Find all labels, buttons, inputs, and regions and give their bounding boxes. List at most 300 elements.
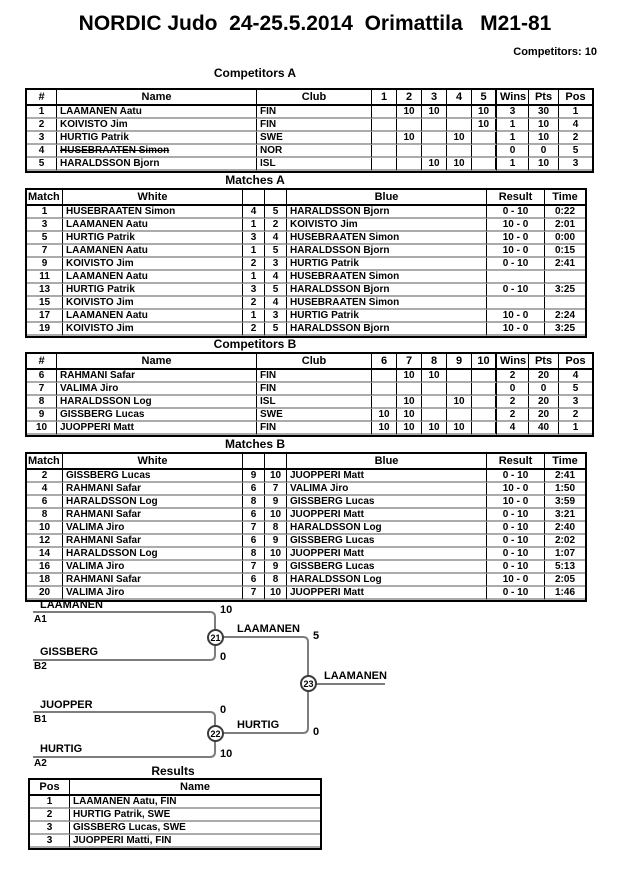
col-header-9: 9 [447, 354, 472, 370]
competitor-number: 1 [27, 106, 57, 119]
competitor-pos: 5 [559, 145, 592, 158]
competitor-number: 8 [27, 396, 57, 409]
blue-number: 10 [265, 509, 287, 522]
competitor-club: FIN [257, 370, 372, 383]
white-name: LAAMANEN Aatu [63, 219, 243, 232]
white-name: HURTIG Patrik [63, 232, 243, 245]
match-number: 1 [27, 206, 63, 219]
bracket-sf1-bottom-name: GISSBERG [40, 646, 99, 658]
match-result: 0 - 10 [487, 284, 545, 297]
competitor-wins: 1 [497, 119, 529, 132]
grid-cell: 10 [397, 370, 422, 383]
competitor-wins: 0 [497, 383, 529, 396]
competitor-pos: 4 [559, 370, 592, 383]
match-result: 10 - 0 [487, 496, 545, 509]
col-header-num: # [27, 354, 57, 370]
grid-cell [472, 145, 497, 158]
competitor-row [27, 422, 592, 435]
grid-cell [472, 383, 497, 396]
match-number: 6 [27, 496, 63, 509]
white-number: 7 [243, 522, 265, 535]
match-row [27, 535, 585, 548]
competitor-pos: 2 [559, 132, 592, 145]
competitor-number: 5 [27, 158, 57, 171]
col-header-wins: Wins [497, 354, 529, 370]
match-row [27, 219, 585, 232]
bracket-sf2-winner-score: 0 [313, 726, 320, 738]
competitor-name: HUSEBRAATEN Simon [57, 145, 257, 158]
competitor-row [27, 383, 592, 396]
blue-number: 5 [265, 284, 287, 297]
grid-cell [372, 106, 397, 119]
match-time [545, 271, 585, 284]
blue-number: 5 [265, 323, 287, 336]
bracket-sf2-top-seed: B1 [34, 714, 47, 725]
match-row [27, 574, 585, 587]
grid-cell [472, 370, 497, 383]
competitor-name: RAHMANI Safar [57, 370, 257, 383]
match-result: 0 - 10 [487, 509, 545, 522]
competitor-pts: 20 [529, 370, 559, 383]
competitor-club: FIN [257, 106, 372, 119]
match-row [27, 496, 585, 509]
blue-number: 9 [265, 561, 287, 574]
blue-number: 8 [265, 574, 287, 587]
grid-cell [372, 132, 397, 145]
competitor-club: SWE [257, 409, 372, 422]
white-number: 1 [243, 271, 265, 284]
grid-cell [447, 409, 472, 422]
blue-number: 5 [265, 206, 287, 219]
competitors-a-table [25, 88, 594, 173]
match-number: 12 [27, 535, 63, 548]
competitor-pts: 0 [529, 383, 559, 396]
white-name: KOIVISTO Jim [63, 323, 243, 336]
col-header-white: White [63, 190, 243, 206]
white-name: HARALDSSON Log [63, 548, 243, 561]
col-header-pos: Pos [559, 354, 592, 370]
col-header-wins: Wins [497, 90, 529, 106]
match-result: 10 - 0 [487, 245, 545, 258]
grid-cell: 10 [397, 132, 422, 145]
competitor-pts: 10 [529, 158, 559, 171]
page-title: NORDIC Judo 24-25.5.2014 Orimattila M21-81 [78, 12, 552, 35]
col-header-white-num [243, 454, 265, 470]
match-row [27, 271, 585, 284]
grid-cell: 10 [372, 422, 397, 435]
white-number: 8 [243, 548, 265, 561]
grid-cell: 10 [397, 422, 422, 435]
match-number: 7 [27, 245, 63, 258]
bracket-sf1-bottom-score: 0 [220, 651, 227, 663]
match-number: 16 [27, 561, 63, 574]
col-header-8: 8 [422, 354, 447, 370]
competitor-pos: 3 [559, 396, 592, 409]
match-time: 0:00 [545, 232, 585, 245]
match-time: 2:24 [545, 310, 585, 323]
white-name: LAAMANEN Aatu [63, 245, 243, 258]
result-pos: 3 [30, 835, 70, 848]
col-header-match: Match [27, 190, 63, 206]
match-row [27, 509, 585, 522]
competitor-number: 6 [27, 370, 57, 383]
grid-cell: 10 [447, 158, 472, 171]
competitors-count: Competitors: 10 [513, 46, 597, 58]
col-header-1: 1 [372, 90, 397, 106]
blue-number: 5 [265, 245, 287, 258]
match-number: 19 [27, 323, 63, 336]
bracket-sf2-bottom-score: 10 [220, 748, 233, 760]
match-result: 10 - 0 [487, 310, 545, 323]
section-title-competitors-a: Competitors A [213, 66, 297, 80]
result-name: HURTIG Patrik, SWE [70, 809, 320, 822]
blue-name: VALIMA Jiro [287, 483, 487, 496]
col-header-pts: Pts [529, 354, 559, 370]
match-time: 2:40 [545, 522, 585, 535]
grid-cell [472, 422, 497, 435]
blue-name: HARALDSSON Bjorn [287, 284, 487, 297]
white-number: 8 [243, 496, 265, 509]
match-number: 13 [27, 284, 63, 297]
match-result: 10 - 0 [487, 232, 545, 245]
grid-cell: 10 [397, 409, 422, 422]
match-row [27, 297, 585, 310]
grid-cell [472, 409, 497, 422]
bracket-final-match-number: 23 [300, 675, 317, 692]
competitor-club: NOR [257, 145, 372, 158]
blue-name: HARALDSSON Log [287, 574, 487, 587]
match-number: 17 [27, 310, 63, 323]
match-row [27, 548, 585, 561]
bracket-sf1-match-number: 21 [207, 629, 224, 646]
grid-cell: 10 [397, 396, 422, 409]
grid-cell [447, 145, 472, 158]
match-result: 10 - 0 [487, 483, 545, 496]
competitor-row [27, 106, 592, 119]
col-header-name: Name [57, 354, 257, 370]
bracket-sf2-bottom-seed: A2 [34, 758, 47, 769]
competitor-wins: 0 [497, 145, 529, 158]
blue-number: 2 [265, 219, 287, 232]
competitor-number: 3 [27, 132, 57, 145]
match-number: 14 [27, 548, 63, 561]
competitor-pos: 4 [559, 119, 592, 132]
competitor-club: FIN [257, 119, 372, 132]
match-result: 10 - 0 [487, 323, 545, 336]
section-title-competitors-b: Competitors B [213, 337, 297, 351]
grid-cell [422, 409, 447, 422]
grid-cell [372, 383, 397, 396]
competitor-name: KOIVISTO Jim [57, 119, 257, 132]
match-number: 9 [27, 258, 63, 271]
blue-name: HURTIG Patrik [287, 258, 487, 271]
competitor-row [27, 409, 592, 422]
match-row [27, 258, 585, 271]
competitor-name: JUOPPERI Matt [57, 422, 257, 435]
match-number: 8 [27, 509, 63, 522]
competitor-club: FIN [257, 422, 372, 435]
competitor-number: 7 [27, 383, 57, 396]
match-row [27, 206, 585, 219]
competitor-wins: 3 [497, 106, 529, 119]
result-pos: 1 [30, 796, 70, 809]
match-result: 10 - 0 [487, 219, 545, 232]
col-header-3: 3 [422, 90, 447, 106]
match-result: 0 - 10 [487, 522, 545, 535]
match-number: 4 [27, 483, 63, 496]
match-result: 0 - 10 [487, 258, 545, 271]
result-pos: 2 [30, 809, 70, 822]
match-time: 5:13 [545, 561, 585, 574]
grid-cell: 10 [447, 422, 472, 435]
match-result [487, 271, 545, 284]
white-number: 6 [243, 535, 265, 548]
blue-name: HARALDSSON Log [287, 522, 487, 535]
col-header-club: Club [257, 354, 372, 370]
match-row [27, 483, 585, 496]
col-header-name: Name [70, 780, 320, 796]
white-number: 3 [243, 284, 265, 297]
grid-cell: 10 [422, 370, 447, 383]
white-name: KOIVISTO Jim [63, 297, 243, 310]
grid-cell [422, 145, 447, 158]
bracket-sf2-match-number: 22 [207, 725, 224, 742]
competitor-pos: 2 [559, 409, 592, 422]
col-header-white: White [63, 454, 243, 470]
grid-cell [472, 132, 497, 145]
competitor-row [27, 132, 592, 145]
blue-number: 8 [265, 522, 287, 535]
blue-number: 3 [265, 310, 287, 323]
white-number: 7 [243, 561, 265, 574]
match-row [27, 310, 585, 323]
competitor-name: HARALDSSON Log [57, 396, 257, 409]
match-number: 20 [27, 587, 63, 600]
white-name: RAHMANI Safar [63, 535, 243, 548]
match-number: 15 [27, 297, 63, 310]
white-name: KOIVISTO Jim [63, 258, 243, 271]
bracket-sf2-bottom-name: HURTIG [40, 743, 83, 755]
match-number: 18 [27, 574, 63, 587]
competitor-wins: 1 [497, 132, 529, 145]
grid-cell [472, 396, 497, 409]
match-number: 2 [27, 470, 63, 483]
white-name: HUSEBRAATEN Simon [63, 206, 243, 219]
bracket-sf2-top-score: 0 [220, 704, 227, 716]
table-header-row [30, 780, 320, 796]
col-header-result: Result [487, 454, 545, 470]
white-name: RAHMANI Safar [63, 483, 243, 496]
col-header-blue: Blue [287, 190, 487, 206]
blue-number: 3 [265, 258, 287, 271]
grid-cell [447, 119, 472, 132]
grid-cell: 10 [372, 409, 397, 422]
white-number: 9 [243, 470, 265, 483]
col-header-6: 6 [372, 354, 397, 370]
match-time: 1:46 [545, 587, 585, 600]
blue-number: 9 [265, 535, 287, 548]
white-name: HARALDSSON Log [63, 496, 243, 509]
white-name: RAHMANI Safar [63, 574, 243, 587]
competitor-pts: 20 [529, 396, 559, 409]
grid-cell: 10 [447, 396, 472, 409]
match-result: 0 - 10 [487, 548, 545, 561]
match-time: 3:25 [545, 284, 585, 297]
col-header-5: 5 [472, 90, 497, 106]
competitor-wins: 2 [497, 370, 529, 383]
grid-cell: 10 [422, 158, 447, 171]
grid-cell [397, 119, 422, 132]
col-header-pts: Pts [529, 90, 559, 106]
white-number: 2 [243, 258, 265, 271]
matches-b-table [25, 452, 587, 602]
match-time: 3:21 [545, 509, 585, 522]
col-header-match: Match [27, 454, 63, 470]
competitor-pos: 1 [559, 422, 592, 435]
competitor-wins: 1 [497, 158, 529, 171]
grid-cell: 10 [472, 119, 497, 132]
competitor-number: 4 [27, 145, 57, 158]
result-row [30, 835, 320, 848]
table-header-row [27, 190, 585, 206]
grid-cell [372, 158, 397, 171]
match-row [27, 245, 585, 258]
match-result: 0 - 10 [487, 206, 545, 219]
grid-cell [447, 106, 472, 119]
blue-name: HUSEBRAATEN Simon [287, 271, 487, 284]
grid-cell [372, 119, 397, 132]
match-time [545, 297, 585, 310]
bracket-sf1-winner-score: 5 [313, 630, 320, 642]
result-pos: 3 [30, 822, 70, 835]
table-header-row [27, 90, 592, 106]
competitor-pts: 10 [529, 119, 559, 132]
match-time: 3:59 [545, 496, 585, 509]
match-time: 2:01 [545, 219, 585, 232]
match-time: 1:50 [545, 483, 585, 496]
blue-name: KOIVISTO Jim [287, 219, 487, 232]
competitor-pts: 0 [529, 145, 559, 158]
bracket-final-winner-name: LAAMANEN [324, 670, 387, 682]
grid-cell [422, 383, 447, 396]
table-header-row [27, 354, 592, 370]
competitor-row [27, 158, 592, 171]
match-time: 0:15 [545, 245, 585, 258]
match-result: 0 - 10 [487, 470, 545, 483]
bracket-sf1-top-score: 10 [220, 604, 233, 616]
bracket-sf1-top-seed: A1 [34, 614, 47, 625]
match-time: 2:41 [545, 258, 585, 271]
results-table [28, 778, 322, 850]
competitor-wins: 4 [497, 422, 529, 435]
competitor-name: HURTIG Patrik [57, 132, 257, 145]
blue-number: 10 [265, 548, 287, 561]
white-name: VALIMA Jiro [63, 561, 243, 574]
grid-cell [397, 158, 422, 171]
blue-name: HARALDSSON Bjorn [287, 206, 487, 219]
match-time: 0:22 [545, 206, 585, 219]
match-row [27, 587, 585, 600]
competitor-club: ISL [257, 158, 372, 171]
grid-cell [472, 158, 497, 171]
grid-cell [447, 383, 472, 396]
bracket-sf1-bottom-seed: B2 [34, 661, 47, 672]
col-header-pos: Pos [559, 90, 592, 106]
grid-cell [422, 132, 447, 145]
result-name: JUOPPERI Matti, FIN [70, 835, 320, 848]
match-number: 3 [27, 219, 63, 232]
competitor-pts: 40 [529, 422, 559, 435]
blue-name: HURTIG Patrik [287, 310, 487, 323]
blue-number: 9 [265, 496, 287, 509]
blue-name: GISSBERG Lucas [287, 535, 487, 548]
white-name: LAAMANEN Aatu [63, 271, 243, 284]
grid-cell [372, 370, 397, 383]
col-header-4: 4 [447, 90, 472, 106]
white-number: 6 [243, 509, 265, 522]
grid-cell [422, 396, 447, 409]
bracket-sf2-winner-name: HURTIG [237, 719, 280, 731]
competitor-wins: 2 [497, 409, 529, 422]
competitor-name: GISSBERG Lucas [57, 409, 257, 422]
match-result: 0 - 10 [487, 587, 545, 600]
white-number: 6 [243, 574, 265, 587]
grid-cell: 10 [472, 106, 497, 119]
blue-name: GISSBERG Lucas [287, 496, 487, 509]
grid-cell: 10 [397, 106, 422, 119]
match-row [27, 522, 585, 535]
white-number: 2 [243, 297, 265, 310]
grid-cell: 10 [422, 106, 447, 119]
col-header-10: 10 [472, 354, 497, 370]
blue-number: 4 [265, 232, 287, 245]
white-name: VALIMA Jiro [63, 587, 243, 600]
match-row [27, 232, 585, 245]
competitor-club: ISL [257, 396, 372, 409]
white-number: 7 [243, 587, 265, 600]
match-row [27, 470, 585, 483]
competitor-row [27, 396, 592, 409]
match-number: 5 [27, 232, 63, 245]
col-header-pos: Pos [30, 780, 70, 796]
result-row [30, 809, 320, 822]
grid-cell [397, 145, 422, 158]
matches-a-table [25, 188, 587, 338]
result-name: GISSBERG Lucas, SWE [70, 822, 320, 835]
grid-cell [372, 396, 397, 409]
match-time: 1:07 [545, 548, 585, 561]
blue-number: 7 [265, 483, 287, 496]
white-number: 1 [243, 219, 265, 232]
competitor-row [27, 119, 592, 132]
blue-name: HUSEBRAATEN Simon [287, 232, 487, 245]
white-name: HURTIG Patrik [63, 284, 243, 297]
grid-cell: 10 [447, 132, 472, 145]
bracket-sf1-winner-name: LAAMANEN [237, 623, 300, 635]
competitor-pos: 3 [559, 158, 592, 171]
blue-name: JUOPPERI Matt [287, 587, 487, 600]
blue-number: 10 [265, 587, 287, 600]
competitors-b-table [25, 352, 594, 437]
competitor-name: VALIMA Jiro [57, 383, 257, 396]
section-title-results: Results [151, 764, 195, 778]
white-name: GISSBERG Lucas [63, 470, 243, 483]
bracket-sf1-top-name: LAAMANEN [40, 599, 103, 611]
blue-name: HARALDSSON Bjorn [287, 323, 487, 336]
blue-number: 4 [265, 297, 287, 310]
white-number: 2 [243, 323, 265, 336]
result-row [30, 822, 320, 835]
